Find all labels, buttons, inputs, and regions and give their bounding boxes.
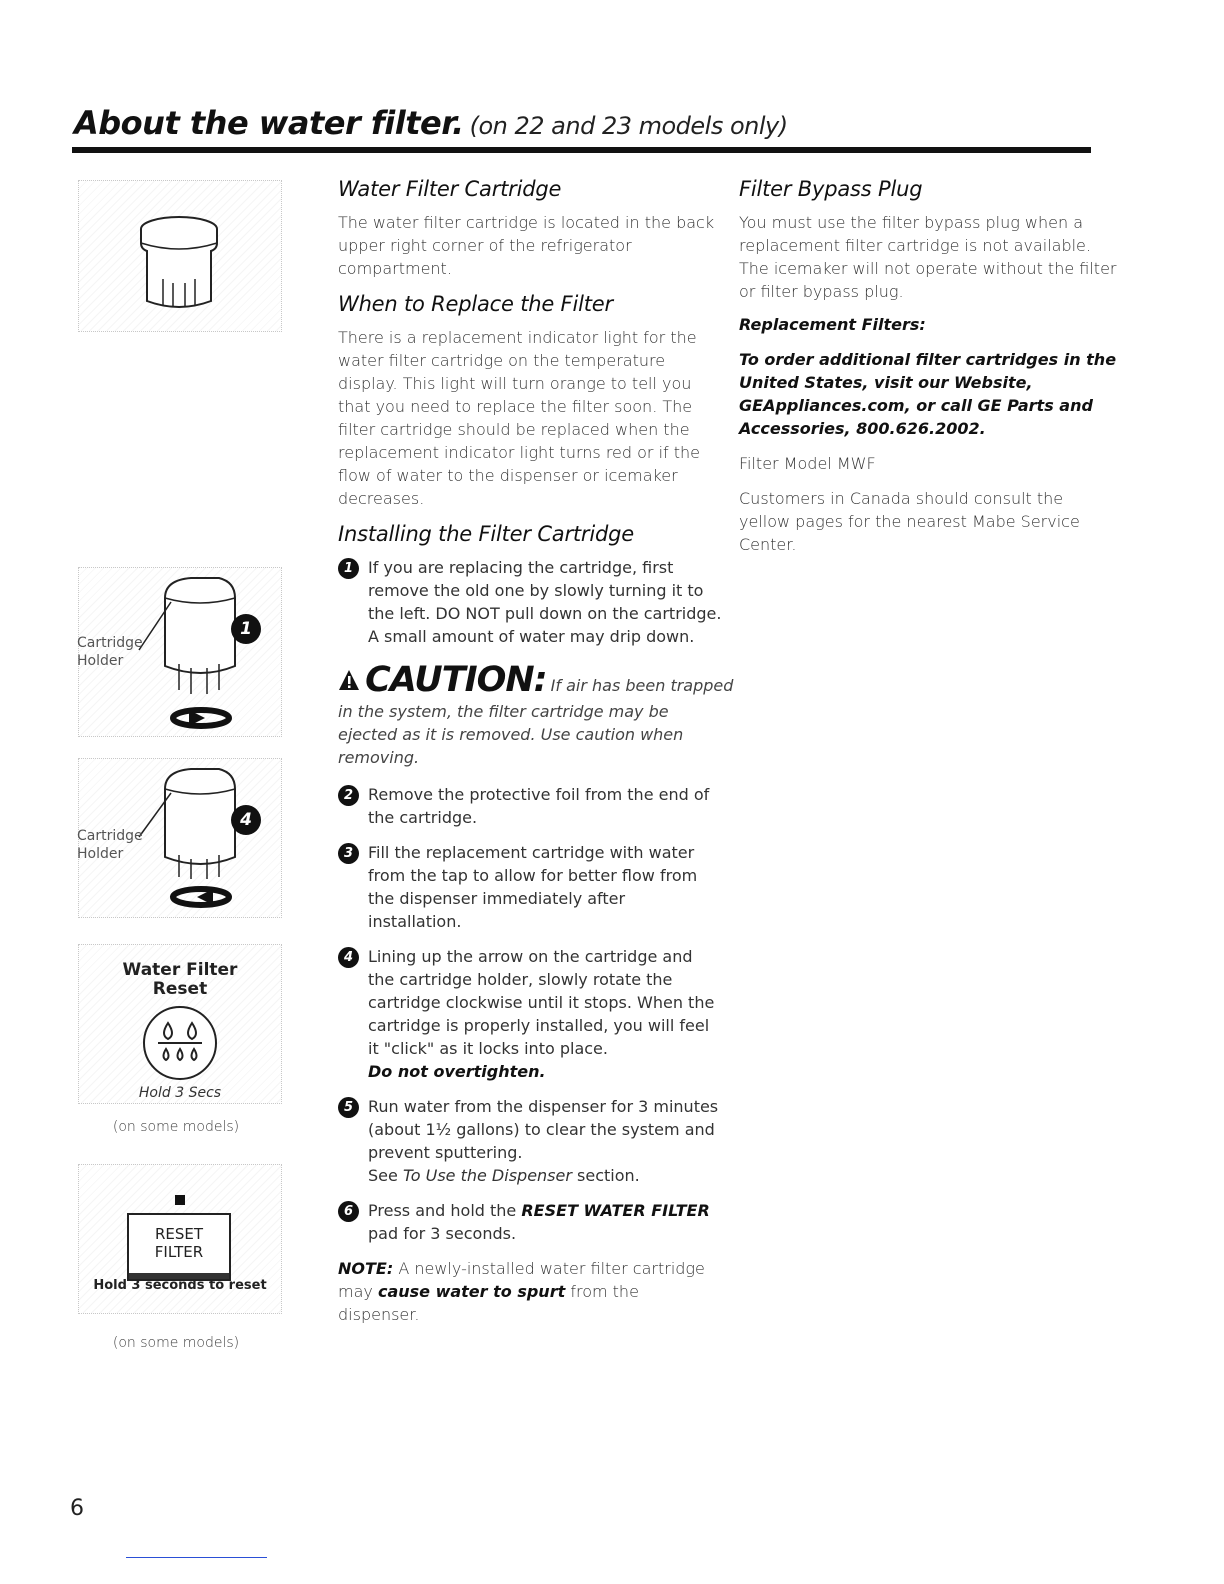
replacement-filters-label: Replacement Filters: [739, 315, 926, 334]
order-info: To order additional filter cartridges in the United States, visit our Website, GEAppliances.com, or call GE Parts and Accessories, 800.626.2002. [739, 350, 1117, 438]
dispenser-section-link[interactable]: To Use the Dispenser [402, 1166, 572, 1185]
cartridge-body: The water filter cartridge is located in the back upper right corner of the refrigerator compartment. [338, 213, 715, 278]
step-text: Run water from the dispenser for 3 minutes (about 1½ gallons) to clear the system and prevent sputtering. [368, 1097, 719, 1162]
note-pre: A newly-installed water filter cartridge may [338, 1259, 705, 1301]
cartridge-figure [78, 180, 282, 332]
install-step-4 [338, 945, 723, 1083]
reset-filter-label-1: RESET [154, 1225, 204, 1243]
reset-pad-title-line1: Water Filter [122, 960, 238, 980]
install-step-1 [338, 556, 723, 648]
step-emphasis: RESET WATER FILTER [521, 1201, 710, 1220]
step-number: 1 [338, 558, 359, 579]
step-number: 4 [338, 947, 359, 968]
title-main: About the water filter. [74, 104, 464, 142]
step-text: Lining up the arrow on the cartridge and the cartridge holder, slowly rotate the cartridge clockwise until it stops. When the cartridge is properly installed, you will feel it "click" as it locks into place. [368, 947, 715, 1058]
install-step-3 [338, 841, 723, 933]
see-suffix: section. [577, 1166, 640, 1185]
bypass-heading: Filter Bypass Plug [739, 177, 923, 201]
reset-pad-title [79, 961, 281, 999]
install-note [338, 1257, 723, 1326]
step-text: Fill the replacement cartridge with water from the tap to allow for better flow from the dispenser immediately after installation. [368, 843, 698, 931]
install-cartridge-figure [78, 758, 282, 918]
install-step-2 [338, 783, 723, 829]
step-badge-1: 1 [231, 614, 261, 644]
install-step-5 [338, 1095, 723, 1187]
holder-label-line1: Cartridge [77, 828, 143, 844]
holder-label-line2: Holder [77, 653, 124, 669]
reset-filter-button[interactable] [127, 1213, 231, 1281]
indicator-light [175, 1195, 185, 1205]
step-number: 2 [338, 785, 359, 806]
holder-label-2 [77, 827, 143, 863]
reset-pad-figure [78, 944, 282, 1104]
warning-icon [338, 669, 360, 691]
caution-header [338, 660, 734, 700]
title-subtitle: (on 22 and 23 models only) [469, 112, 788, 140]
caution-lead: If air has been trapped [550, 676, 734, 695]
page-title [74, 104, 788, 142]
install-step-6 [338, 1199, 723, 1245]
middle-column [338, 177, 734, 1338]
filter-cartridge-icon [79, 181, 281, 331]
step-text: Remove the protective foil from the end of the cartridge. [368, 785, 710, 827]
note-label: NOTE: [338, 1259, 394, 1278]
note-emphasis: cause water to spurt [377, 1282, 566, 1301]
step-text-pre: Press and hold the [368, 1201, 517, 1220]
step-emphasis: Do not overtighten. [368, 1062, 546, 1081]
reset-pad-title-line2: Reset [152, 979, 208, 999]
step-number: 3 [338, 843, 359, 864]
canada-info: Customers in Canada should consult the yellow pages for the nearest Mabe Service Center. [739, 489, 1080, 554]
bypass-body: You must use the filter bypass plug when a replacement filter cartridge is not available. The icemaker will not operate without the filter or filter bypass plug. [739, 213, 1117, 301]
caption-some-models-1: (on some models) [112, 1119, 240, 1135]
header-rule [72, 147, 1091, 153]
holder-label-line1: Cartridge [77, 635, 143, 651]
caption-some-models-2: (on some models) [112, 1335, 240, 1351]
step-number: 5 [338, 1097, 359, 1118]
step-number: 6 [338, 1201, 359, 1222]
right-column [739, 177, 1119, 568]
step-see-also [368, 1164, 723, 1187]
step-text: If you are replacing the cartridge, first remove the old one by slowly turning it to the left. DO NOT pull down on the cartridge. A small amount of water may drip down. [368, 558, 722, 646]
hold-secs-label: Hold 3 Secs [138, 1085, 222, 1101]
page-number: 6 [70, 1496, 84, 1521]
note-post: from the dispenser. [338, 1282, 639, 1324]
filter-model: Filter Model MWF [739, 454, 876, 473]
holder-label-1 [77, 634, 143, 670]
cartridge-heading: Water Filter Cartridge [338, 177, 562, 201]
remove-cartridge-figure [78, 567, 282, 737]
caution-word: CAUTION: [365, 660, 547, 700]
step-text-post: pad for 3 seconds. [368, 1224, 517, 1243]
caution-body: in the system, the filter cartridge may be ejected as it is removed. Use caution when removing. [338, 702, 684, 767]
hold-reset-label: Hold 3 seconds to reset [93, 1278, 267, 1293]
replace-body: There is a replacement indicator light for the water filter cartridge on the temperature display. This light will turn orange to tell you that you need to replace the filter soon. The filter cartridge should be replaced when the replacement indicator light turns red or if the flow of water to the dispenser or icemaker decreases. [338, 328, 701, 508]
water-drops-icon[interactable] [140, 1003, 220, 1083]
reset-filter-label-2: FILTER [154, 1243, 204, 1261]
step-badge-4: 4 [231, 805, 261, 835]
replace-heading: When to Replace the Filter [338, 292, 613, 316]
see-prefix: See [368, 1166, 398, 1185]
reset-filter-figure [78, 1164, 282, 1314]
install-heading: Installing the Filter Cartridge [338, 522, 634, 546]
holder-label-line2: Holder [77, 846, 124, 862]
footer-rule [126, 1557, 267, 1558]
